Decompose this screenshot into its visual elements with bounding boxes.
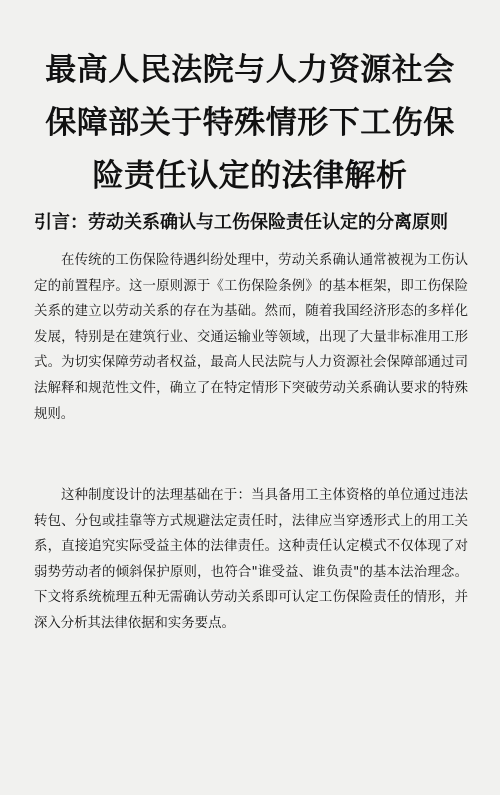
- body-paragraph-2: 这种制度设计的法理基础在于：当具备用工主体资格的单位通过违法转包、分包或挂靠等方式规避法定责任时，法律应当穿透形式上的用工关系，直接追究实际受益主体的法律责任。这种责任认定模式不仅体现了对弱势劳动者的倾斜保护原则，也符合"谁受益、谁负责"的基本法治理念。下文将系统梳理五种无需确认劳动关系即可认定工伤保险责任的情形，并深入分析其法律依据和实务要点。: [34, 488, 468, 631]
- title-line-1: 最高人民法院与人力资源社会: [45, 52, 455, 88]
- section-heading: 引言：劳动关系确认与工伤保险责任认定的分离原则: [34, 212, 448, 233]
- document-title: [20, 44, 480, 203]
- title-line-3: 险责任认定的法律解析: [92, 158, 408, 194]
- title-line-2: 保障部关于特殊情形下工伤保: [45, 105, 455, 141]
- body-paragraph-1: 在传统的工伤保险待遇纠纷处理中，劳动关系确认通常被视为工伤认定的前置程序。这一原则源于《工伤保险条例》的基本框架，即工伤保险关系的建立以劳动关系的存在为基础。然而，随着我国经济形态的多样化发展，特别是在建筑行业、交通运输业等领域，出现了大量非标准用工形式。为切实保障劳动者权益，最高人民法院与人力资源社会保障部通过司法解释和规范性文件，确立了在特定情形下突破劳动关系确认要求的特殊规则。: [34, 253, 468, 422]
